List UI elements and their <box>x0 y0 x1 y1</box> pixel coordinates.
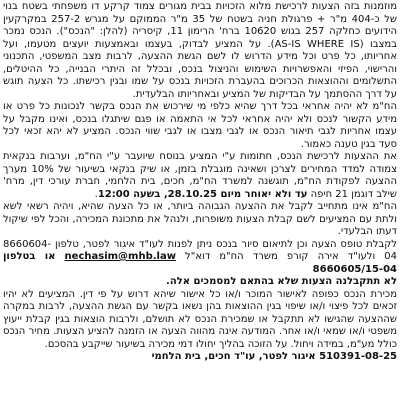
notice-paragraph-submission <box>3 151 397 201</box>
contact-text: לקבלת טופס הצעה וכן לתיאום סיור בנכס ניתן לפנות לעו"ד איגור לפטר, טלפון 8660604-04 ולעו"ד אירה קורפ משרד הח"מ דוא"ל <box>3 238 398 262</box>
notice-paragraph-acceptance <box>3 276 397 289</box>
notice-paragraph-discretion <box>3 201 397 239</box>
notice-signature <box>3 351 397 364</box>
signature-text: 510391-08-25 איגור לפטר, עו"ד חכים, בית הלחמי <box>151 351 397 362</box>
submission-deadline: עד ולא יאוחר מיום 28.10.25, בשעה 12:00 <box>97 188 308 200</box>
submission-text: את ההצעות לרכישת הנכס, חתומות ע"י המציע בנוסח שיועבר ע"י הח"מ, וערבות בנקאית צמודה למדד המחירים לצרכן ושאינה מוגבלת בזמן, או שיק בנקאי בשיעור של 10% מערך ההצעה לפקודת הח"מ, תוגשנה למשרד הח"מ, חכים, בית הלחמי, חברת עורכי דין, מרח' שילב דוגמן 21 חיפה <box>3 151 397 200</box>
liability-text: הח"מ לא יהיה אחראי בכל דרך שהיא כלפי מי שירכוש את הנכס בקשר לנכונות כל פרט או מידע הקשור לנכס ולא יהיה אחראי לכל אי התאמה או פגם שיתגלו בנכס, ואינו מקבל על עצמו אחריות לגבי תיאור הנכס או לגבי מצבו או לגבי שווי הנכס. המציע לא יהא זכאי לכל סעד בגין טענה כאמור. <box>3 101 397 150</box>
acceptance-note: לא תתקבלנה הצעות שלא בהתאם למסמכים אלה. <box>166 276 397 287</box>
submission-text-end: . <box>94 188 98 200</box>
property-description-text: מוזמנות בזה הצעות לרכישת מלוא הזכויות בבית מגורים צמוד קרקע דו משפחתי בשטח בנוי של כ-404 מ"ר + פרגולת חניה בשטח של 35 מ"ר הממוקם על מגרש 257-2 במקרקעין הידועים כחלקה 257 בגוש 10620 ברח' הרימון 11, קיסריה (להלן: "הנכס"). הנכס נמכר במצבו (AS-IS WHERE IS). על המציע לבדוק, בעצמו ובאמצעות יועצים מטעמו, ועל אחריותו, כל פרט וכל מידע הדרוש לו לשם הגשת ההצעה, לרבות מצב המשפטי, התכנוני והרישוי, הפיזי והאפשרויות השימוש והניצול בנכס, ובכלל זה היתרי הבנייה, כל ההיטלים, התשלומים וההוצאות הכרוכים בהעברת הזכויות בנכס על שמו ובגין רכישתו. כל הצעה תוגש על דרך ההסתמך על הבדיקות של המציע ובאחריותו הבלעדית. <box>3 1 398 100</box>
notice-paragraph-liability <box>3 101 397 151</box>
conditions-text: מכירת הנכס כפופה לאישור המוכר ו/או כל אישור שיהא דרוש על פי דין. המציעים לא יהיו זכאים לכל פיצוי ו/או שיפוי בגין ההוצאות בהן נשאו בקשר עם הגשת ההצעה, לרבות במקרה שההצעה שהגישו לא תתקבל או שמכירת הנכס לא תושלם, ולרבות הוצאות בגין קבלת ייעוץ משפטי ו/או שמאי ו/או אחר. המודעה אינה מהווה הצעה או הזמנה להציע הצעות. מחיר הנכס כולל מע"מ, במידה ויחול. על הזוכה בהליך יחולו דמי מכירה בשיעור שייקבע בהסכם. <box>3 288 397 350</box>
contact-phone-text: או בטלפון 8660605/15-04 <box>3 251 397 275</box>
discretion-text: הח"מ אינו מתחייב לקבל את ההצעה הגבוהה ביותר, או כל הצעה שהיא, ויהיה רשאי לשא ולתת עם המציעים לשם קבלת הצעות משופרות, ולנהל את מתכונת המכירה, והכל לפי שיקול דעתו הבלעדי. <box>3 201 397 237</box>
notice-paragraph-contact <box>3 239 397 277</box>
contact-email-link[interactable]: nechasim@mhb.law <box>64 251 176 262</box>
notice-paragraph-property-description <box>3 1 397 101</box>
notice-paragraph-conditions <box>3 289 397 352</box>
